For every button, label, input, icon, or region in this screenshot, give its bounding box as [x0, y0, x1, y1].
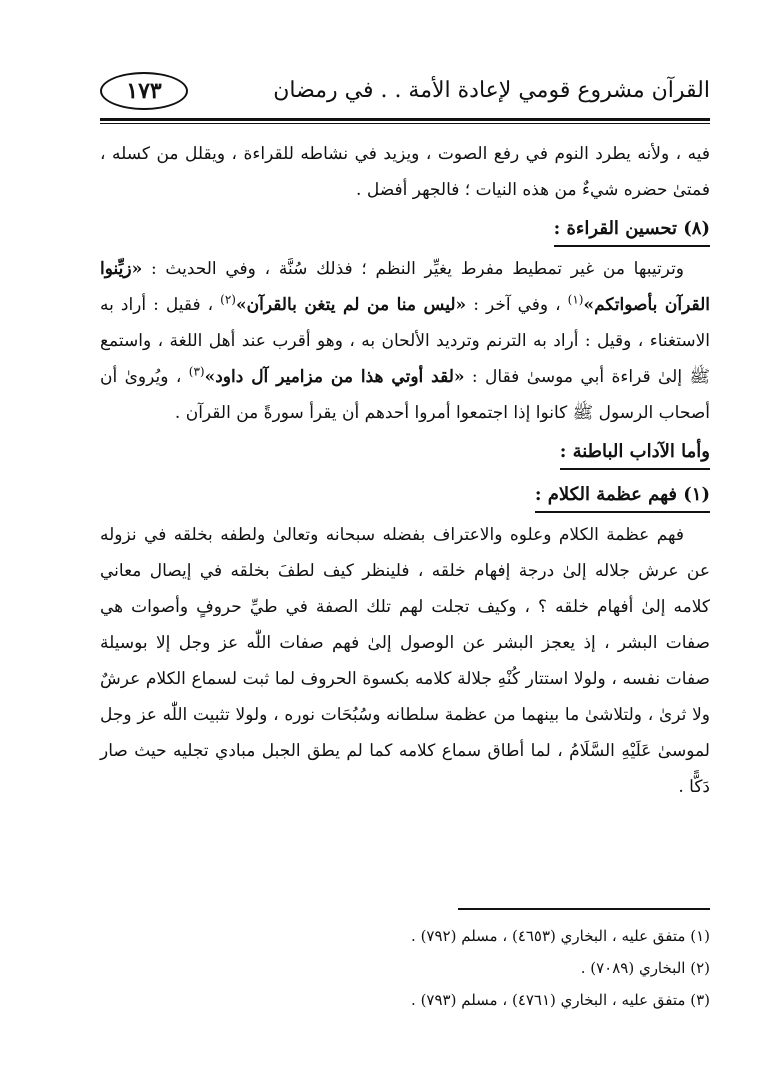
hadith-quote: «زيِّنوا القرآن بأصواتكم» — [100, 259, 711, 315]
footnotes — [100, 920, 710, 1016]
heading-improving-recitation: (٨) تحسين القراءة : — [554, 213, 710, 247]
text-segment: وترتيبها من غير تمطيط مفرط يغيِّر النظم ؛ فذلك سُنَّة ، وفي الحديث : — [150, 259, 685, 279]
footnote-3: (٣) متفق عليه ، البخاري (٤٧٦١) ، مسلم (٧٩٣) . — [411, 991, 710, 1009]
footnote-marker: (١) — [567, 292, 584, 307]
running-header — [100, 64, 710, 114]
footnote-marker: (٢) — [220, 292, 236, 307]
paragraph-recitation — [100, 251, 710, 431]
text-segment: ، فقيل : أراد به الاستغناء ، وقيل : أراد به الترنم وترديد الألحان به ، وهو أقرب عند أهل اللغة ، واستمع ﷺ إلىٰ قراءة أبي موسىٰ فقال : — [100, 295, 710, 387]
text-segment: ، ويُروىٰ أن أصحاب الرسول ﷺ كانوا إذا اجتمعوا أمروا أحدهم أن يقرأ سورةً من القرآن . — [100, 367, 710, 423]
footnote-1: (١) متفق عليه ، البخاري (٤٦٥٣) ، مسلم (٧٩٢) . — [411, 927, 710, 945]
hadith-quote: «ليس منا من لم يتغن بالقرآن» — [235, 295, 467, 315]
header-rule-thick — [100, 118, 710, 121]
hadith-quote: «لقد أوتي هذا من مزامير آل داود» — [204, 367, 465, 387]
footnote-separator — [458, 908, 710, 910]
page-number-badge: ١٧٣ — [100, 72, 188, 110]
footnote-2: (٢) البخاري (٧٠٨٩) . — [580, 959, 710, 977]
heading-inner-etiquettes: وأما الآداب الباطنة : — [560, 436, 710, 470]
paragraph-continuation: فيه ، ولأنه يطرد النوم في رفع الصوت ، ويزيد في نشاطه للقراءة ، ويقلل من كسله ، فمتىٰ حضره شيءٌ من هذه النيات ؛ فالجهر أفضل . — [100, 144, 710, 200]
running-title: القرآن مشروع قومي لإعادة الأمة . . في رمضان — [273, 78, 710, 103]
header-rule-thin — [100, 123, 710, 124]
text-segment: ، وفي آخر : — [473, 295, 561, 315]
footnote-marker: (٣) — [188, 364, 205, 379]
heading-understanding-speech: (١) فهم عظمة الكلام : — [535, 479, 710, 513]
main-text — [100, 136, 710, 805]
paragraph-understanding: فهم عظمة الكلام وعلوه والاعتراف بفضله سبحانه وتعالىٰ ولطفه بخلقه في نزوله عن عرش جلاله إلىٰ درجة إفهام خلقه ، فلينظر كيف لطفَ بخلقه في إيصال معاني كلامه إلىٰ أفهام خلقه ؟ ، وكيف تجلت لهم تلك الصفة في طيِّ حروفٍ وأصوات هي صفات البشر ، إذ يعجز البشر عن الوصول إلىٰ فهم صفات اللّٰه عز وجل إلا بوسيلة صفات نفسه ، ولولا استتار كُنْهِ جلالة كلامه بكسوة الحروف لما ثبت لسماع الكلام عرشٌ ولا ثرىٰ ، ولتلاشىٰ ما بينهما من عظمة سلطانه وسُبُحَات نوره ، ولولا تثبيت اللّٰه عز وجل لموسىٰ عَلَيْهِ السَّلَامُ ، لما أطاق سماع كلامه كما لم يطق الجبل مبادي تجليه حيث صار دَكًّا . — [100, 525, 710, 797]
